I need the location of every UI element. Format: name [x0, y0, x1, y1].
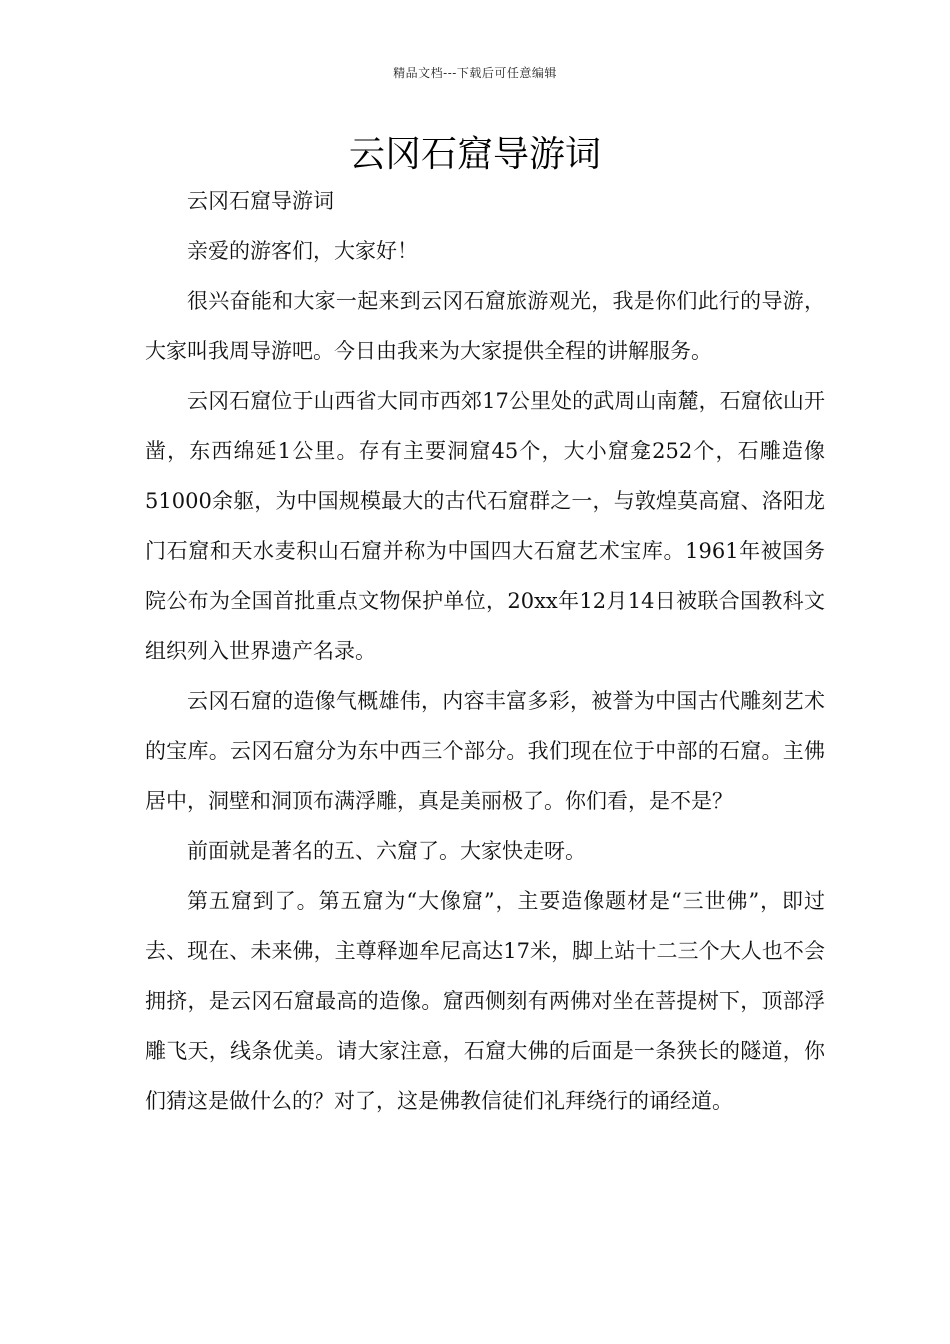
paragraph-location: 云冈石窟位于山西省大同市西郊17公里处的武周山南麓，石窟依山开凿，东西绵延1公里。存有主要洞窟45个，大小窟龛252个，石雕造像51000余躯，为中国规模最大的古代石窟群之一，与敦煌莫高窟、洛阳龙门石窟和天水麦积山石窟并称为中国四大石窟艺术宝库。1961年被国务院公布为全国首批重点文物保护单位，20xx年12月14日被联合国教科文组织列入世界遗产名录。 [145, 389, 825, 663]
paragraph-cave-five: 第五窟到了。第五窟为“大像窟”，主要造像题材是“三世佛”，即过去、现在、未来佛，主尊释迦牟尼高达17米，脚上站十二三个大人也不会拥挤，是云冈石窟最高的造像。窟西侧刻有两佛对坐在菩提树下，顶部浮雕飞天，线条优美。请大家注意，石窟大佛的后面是一条狭长的隧道，你们猜这是做什么的？对了，这是佛教信徒们礼拜绕行的诵经道。 [145, 889, 825, 1113]
paragraph-transition: 前面就是著名的五、六窟了。大家快走呀。 [187, 839, 586, 863]
document-body [145, 176, 825, 1126]
paragraph-features: 云冈石窟的造像气概雄伟，内容丰富多彩，被誉为中国古代雕刻艺术的宝库。云冈石窟分为东中西三个部分。我们现在位于中部的石窟。主佛居中，洞壁和洞顶布满浮雕，真是美丽极了。你们看，是不是？ [145, 689, 825, 813]
paragraph-intro: 很兴奋能和大家一起来到云冈石窟旅游观光，我是你们此行的导游，大家叫我周导游吧。今日由我来为大家提供全程的讲解服务。 [145, 289, 825, 363]
document-title: 云冈石窟导游词 [348, 134, 601, 175]
paragraph-subtitle: 云冈石窟导游词 [187, 189, 334, 213]
paragraph-greeting: 亲爱的游客们，大家好！ [187, 239, 418, 263]
header-note: 精品文档---下载后可任意编辑 [393, 66, 557, 80]
